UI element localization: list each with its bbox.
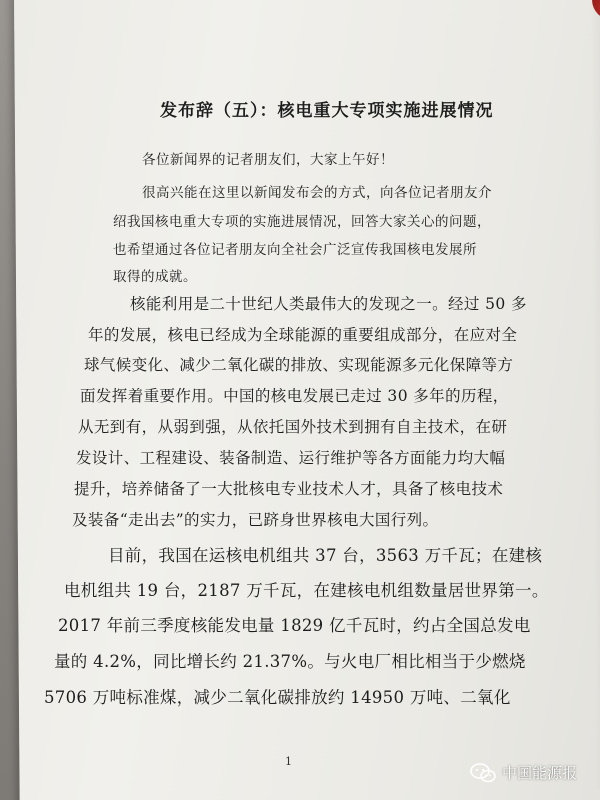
watermark <box>470 762 577 783</box>
watermark-text: 中国能源报 <box>502 764 578 782</box>
wechat-icon <box>470 763 496 783</box>
body-line: 球气候变化、减少二氧化碳的排放、实现能源多元化保障等方 <box>84 356 514 374</box>
body-line: 各位新闻界的记者朋友们，大家上午好！ <box>142 152 394 168</box>
paper-edge-shadow <box>590 0 600 790</box>
body-line: 发设计、工程建设、装备制造、运行维护等各方面能力均大幅 <box>76 449 506 467</box>
body-line: 从无到有，从弱到强，从依托国外技术到拥有自主技术，在研 <box>78 418 508 436</box>
body-line: 提升，培养储备了一大批核电专业技术人才，具备了核电技术 <box>74 480 504 498</box>
body-line: 也希望通过各位记者朋友向全社会广泛宣传我国核电发展所 <box>113 242 477 258</box>
body-line: 2017 年前三季度核能发电量 1829 亿千瓦时，约占全国总发电 <box>58 616 531 635</box>
document-title: 发布辞（五）：核电重大专项实施进展情况 <box>160 101 494 121</box>
page-number: 1 <box>285 755 292 768</box>
body-line: 量的 4.2%，同比增长约 21.37%。与火电厂相比相当于少燃烧 <box>54 652 526 671</box>
body-line: 核能利用是二十世纪人类最伟大的发现之一。经过 50 多 <box>130 295 527 313</box>
body-line: 年的发展，核电已经成为全球能源的重要组成部分，在应对全 <box>88 326 518 344</box>
body-line: 目前，我国在运核电机组共 37 台，3563 万千瓦；在建核 <box>108 546 543 565</box>
body-line: 及装备“走出去”的实力，已跻身世界核电大国行列。 <box>72 511 439 529</box>
body-line: 电机组共 19 台，2187 万千瓦，在建核电机组数量居世界第一。 <box>64 581 549 600</box>
body-line: 很高兴能在这里以新闻发布会的方式，向各位记者朋友介 <box>142 185 492 201</box>
body-line: 取得的成就。 <box>113 269 197 285</box>
body-line: 绍我国核电重大专项的实施进展情况，回答大家关心的问题， <box>113 214 491 230</box>
body-line: 5706 万吨标准煤，减少二氧化碳排放约 14950 万吨、二氧化 <box>44 688 511 707</box>
body-line: 面发挥着重要作用。中国的核电发展已走过 30 多年的历程， <box>80 387 509 405</box>
